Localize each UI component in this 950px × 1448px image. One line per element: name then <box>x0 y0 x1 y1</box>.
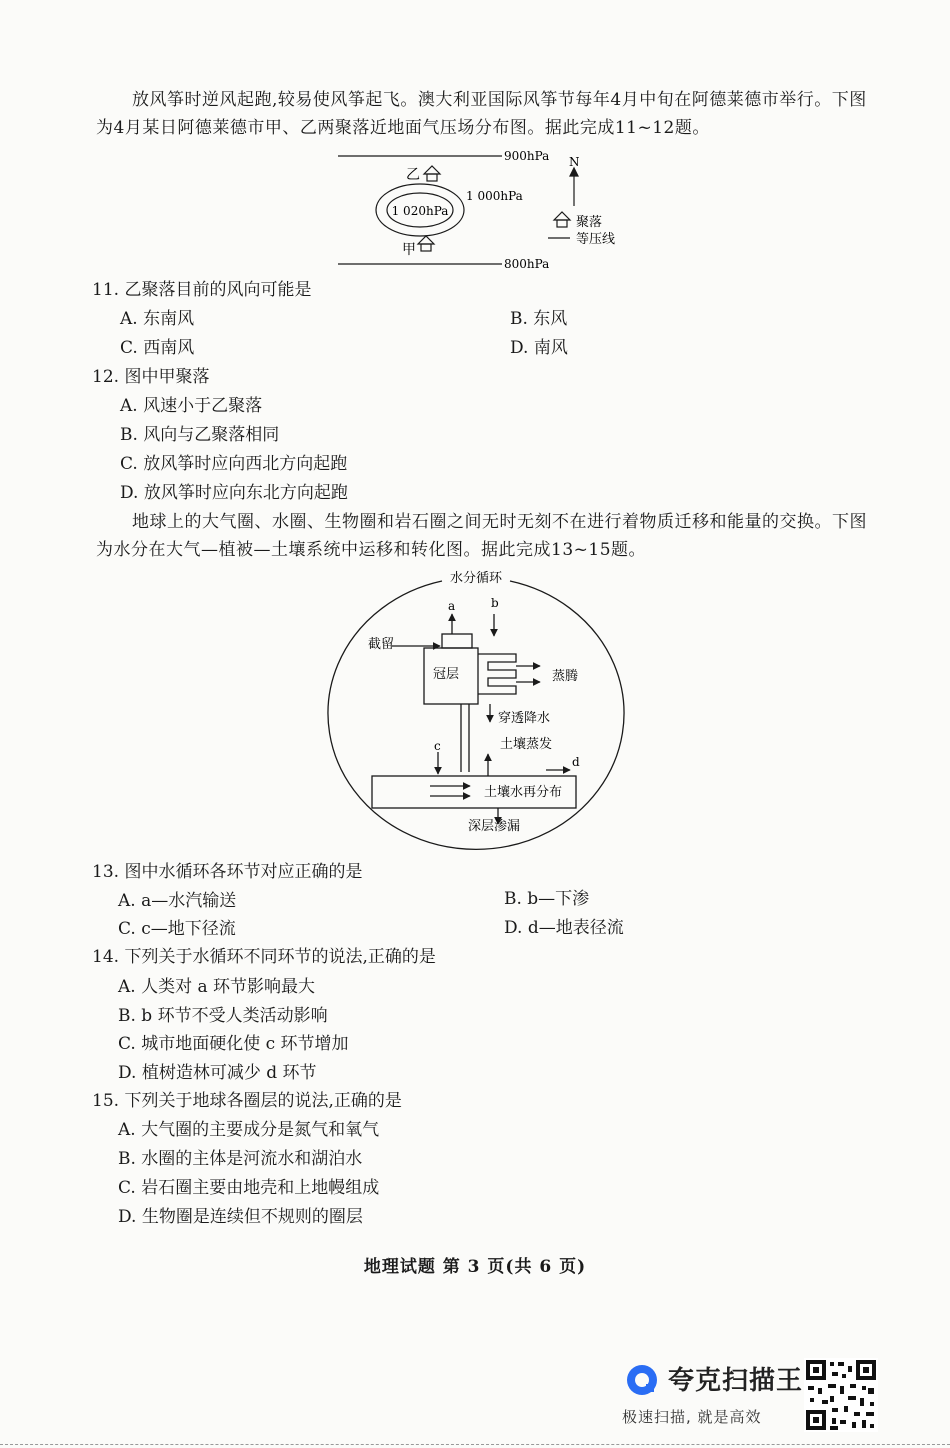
q12-option-a[interactable]: A. 风速小于乙聚落 <box>120 396 263 416</box>
label-d: d <box>572 755 580 769</box>
center-pressure-label: 1 020hPa <box>391 204 449 218</box>
question-14-stem: 14. 下列关于水循环不同环节的说法,正确的是 <box>92 947 436 967</box>
question-15-stem: 15. 下列关于地球各圈层的说法,正确的是 <box>92 1091 402 1111</box>
q15-option-a[interactable]: A. 大气圈的主要成分是氮气和氧气 <box>118 1120 380 1140</box>
q15-option-c[interactable]: C. 岩石圈主要由地壳和上地幔组成 <box>118 1178 380 1198</box>
legend-settlement-label: 聚落 <box>576 215 603 230</box>
q11-option-d[interactable]: D. 南风 <box>510 338 568 358</box>
label-a: a <box>448 599 456 613</box>
question-13-stem: 13. 图中水循环各环节对应正确的是 <box>92 862 363 882</box>
system-boundary-circle <box>328 581 624 849</box>
q14-option-a[interactable]: A. 人类对 a 环节影响最大 <box>118 977 316 997</box>
q15-option-b[interactable]: B. 水圈的主体是河流水和湖泊水 <box>118 1149 363 1169</box>
q15-option-d[interactable]: D. 生物圈是连续但不规则的圈层 <box>118 1207 363 1227</box>
label-throughfall: 穿透降水 <box>498 711 551 726</box>
water-cycle-figure <box>320 562 630 852</box>
isobar-800-label: 800hPa <box>504 257 550 271</box>
qr-code-icon <box>804 1358 878 1432</box>
isobar-1000-label: 1 000hPa <box>466 189 523 203</box>
settlement-yi-label: 乙 <box>406 167 420 183</box>
question-11-stem: 11. 乙聚落目前的风向可能是 <box>92 280 312 300</box>
q13-option-d[interactable]: D. d—地表径流 <box>504 918 624 938</box>
legend-isobar-label: 等压线 <box>576 232 616 247</box>
label-soil-redistribution: 土壤水再分布 <box>484 785 563 800</box>
label-transpiration: 蒸腾 <box>552 669 579 684</box>
q12-option-d[interactable]: D. 放风筝时应向东北方向起跑 <box>120 483 348 503</box>
label-b: b <box>491 596 499 610</box>
q11-option-c[interactable]: C. 西南风 <box>120 338 195 358</box>
label-canopy: 冠层 <box>433 667 460 682</box>
q13-option-c[interactable]: C. c—地下径流 <box>118 919 236 939</box>
scanner-subtitle: 极速扫描, 就是高效 <box>622 1408 762 1426</box>
isobar-900-label: 900hPa <box>504 149 550 163</box>
q12-option-b[interactable]: B. 风向与乙聚落相同 <box>120 425 280 445</box>
transpiration-branches <box>478 654 516 694</box>
pressure-field-figure <box>330 146 650 272</box>
scanner-logo-icon <box>624 1362 660 1398</box>
settlement-jia-icon <box>418 236 434 251</box>
question-12-stem: 12. 图中甲聚落 <box>92 367 210 387</box>
q11-option-a[interactable]: A. 东南风 <box>120 309 195 329</box>
settlement-yi-icon <box>424 166 440 181</box>
intro-paragraph-1: 放风筝时逆风起跑,较易使风筝起飞。澳大利亚国际风筝节每年4月中旬在阿德莱德市举行。下图为4月某日阿德莱德市甲、乙两聚落近地面气压场分布图。据此完成11~12题。 <box>96 90 867 138</box>
q14-option-c[interactable]: C. 城市地面硬化使 c 环节增加 <box>118 1034 349 1054</box>
label-c: c <box>434 739 441 753</box>
q14-option-d[interactable]: D. 植树造林可减少 d 环节 <box>118 1063 317 1083</box>
label-interception: 截留 <box>368 637 395 652</box>
page-footer: 地理试题 第 3 页(共 6 页) <box>363 1257 587 1277</box>
intro-paragraph-2: 地球上的大气圈、水圈、生物圈和岩石圈之间无时无刻不在进行着物质迁移和能量的交换。下图为水分在大气—植被—土壤系统中运移和转化图。据此完成13~15题。 <box>96 512 867 560</box>
label-deep-percolation: 深层渗漏 <box>468 819 521 834</box>
q13-option-b[interactable]: B. b—下渗 <box>504 889 590 909</box>
figure2-title: 水分循环 <box>449 571 503 586</box>
page-bottom-rule <box>0 1444 950 1445</box>
scanner-watermark <box>622 1358 892 1434</box>
q13-option-a[interactable]: A. a—水汽输送 <box>118 891 237 911</box>
north-label: N <box>569 155 580 169</box>
q11-option-b[interactable]: B. 东风 <box>510 309 568 329</box>
legend-settlement-icon <box>554 212 570 227</box>
q12-option-c[interactable]: C. 放风筝时应向西北方向起跑 <box>120 454 348 474</box>
q14-option-b[interactable]: B. b 环节不受人类活动影响 <box>118 1006 328 1026</box>
label-soil-evaporation: 土壤蒸发 <box>500 737 553 752</box>
settlement-jia-label: 甲 <box>402 242 416 258</box>
canopy-top-box <box>442 634 472 648</box>
scanner-title: 夸克扫描王 <box>668 1366 804 1396</box>
